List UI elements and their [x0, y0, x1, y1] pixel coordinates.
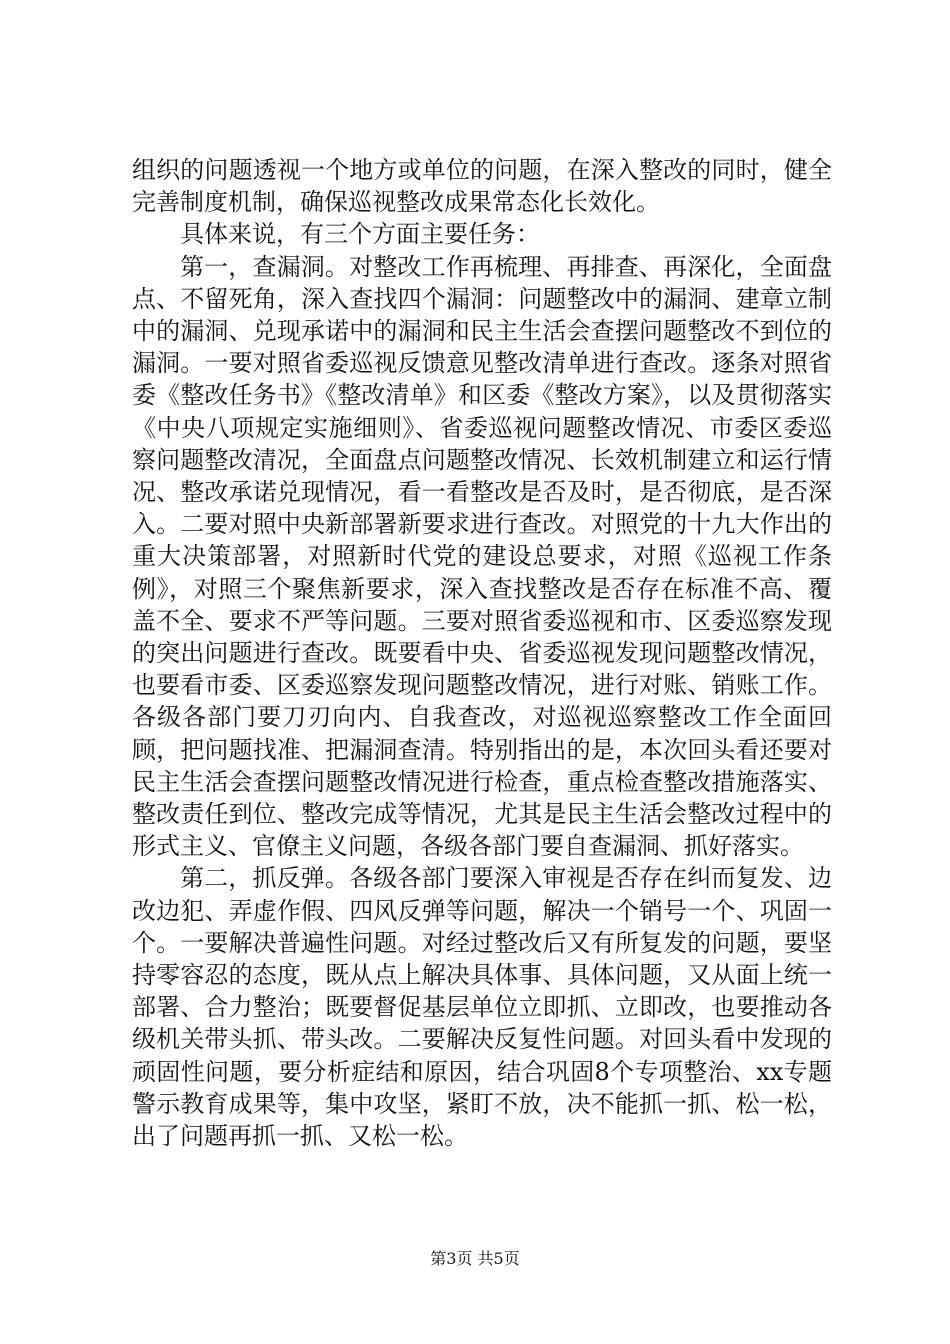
- page-footer: 第3页 共5页: [430, 1249, 520, 1268]
- document-body: [132, 154, 832, 1152]
- paragraph-tasks-intro: 具体来说，有三个方面主要任务：: [180, 220, 540, 249]
- paragraph-continuation: 组织的问题透视一个地方或单位的问题，在深入整改的同时，健全完善制度机制，确保巡视整改成果常态化长效化。: [132, 156, 832, 217]
- paragraph-second-task: 第二，抓反弹。各级各部门要深入审视是否存在纠而复发、边改边犯、弄虚作假、四风反弹等问题，解决一个销号一个、巩固一个。一要解决普遍性问题。对经过整改后又有所复发的问题，要坚持零容忍的态度，既从点上解决具体事、具体问题，又从面上统一部署、合力整治；既要督促基层单位立即抓、立即改，也要推动各级机关带头抓、带头改。二要解决反复性问题。对回头看中发现的顽固性问题，要分析症结和原因，结合巩固8个专项整治、xx专题警示教育成果等，集中攻坚，紧盯不放，决不能抓一抓、松一松，出了问题再抓一抓、又松一松。: [132, 864, 832, 1151]
- paragraph-first-task: 第一，查漏洞。对整改工作再梳理、再排查、再深化，全面盘点、不留死角，深入查找四个漏洞：问题整改中的漏洞、建章立制中的漏洞、兑现承诺中的漏洞和民主生活会查摆问题整改不到位的漏洞。一要对照省委巡视反馈意见整改清单进行查改。逐条对照省委《整改任务书》《整改清单》和区委《整改方案》，以及贯彻落实《中央八项规定实施细则》、省委巡视问题整改情况、市委区委巡察问题整改清况，全面盘点问题整改情况、长效机制建立和运行情况、整改承诺兑现情况，看一看整改是否及时，是否彻底，是否深入。二要对照中央新部署新要求进行查改。对照党的十九大作出的重大决策部署，对照新时代党的建设总要求，对照《巡视工作条例》，对照三个聚焦新要求，深入查找整改是否存在标准不高、覆盖不全、要求不严等问题。三要对照省委巡视和市、区委巡察发现的突出问题进行查改。既要看中央、省委巡视发现问题整改情况，也要看市委、区委巡察发现问题整改情况，进行对账、销账工作。各级各部门要刀刃向内、自我查改，对巡视巡察整改工作全面回顾，把问题找准、把漏洞查清。特别指出的是，本次回头看还要对民主生活会查摆问题整改情况进行检查，重点检查整改措施落实、整改责任到位、整改完成等情况，尤其是民主生活会整改过程中的形式主义、官僚主义问题，各级各部门要自查漏洞、抓好落实。: [132, 252, 832, 861]
